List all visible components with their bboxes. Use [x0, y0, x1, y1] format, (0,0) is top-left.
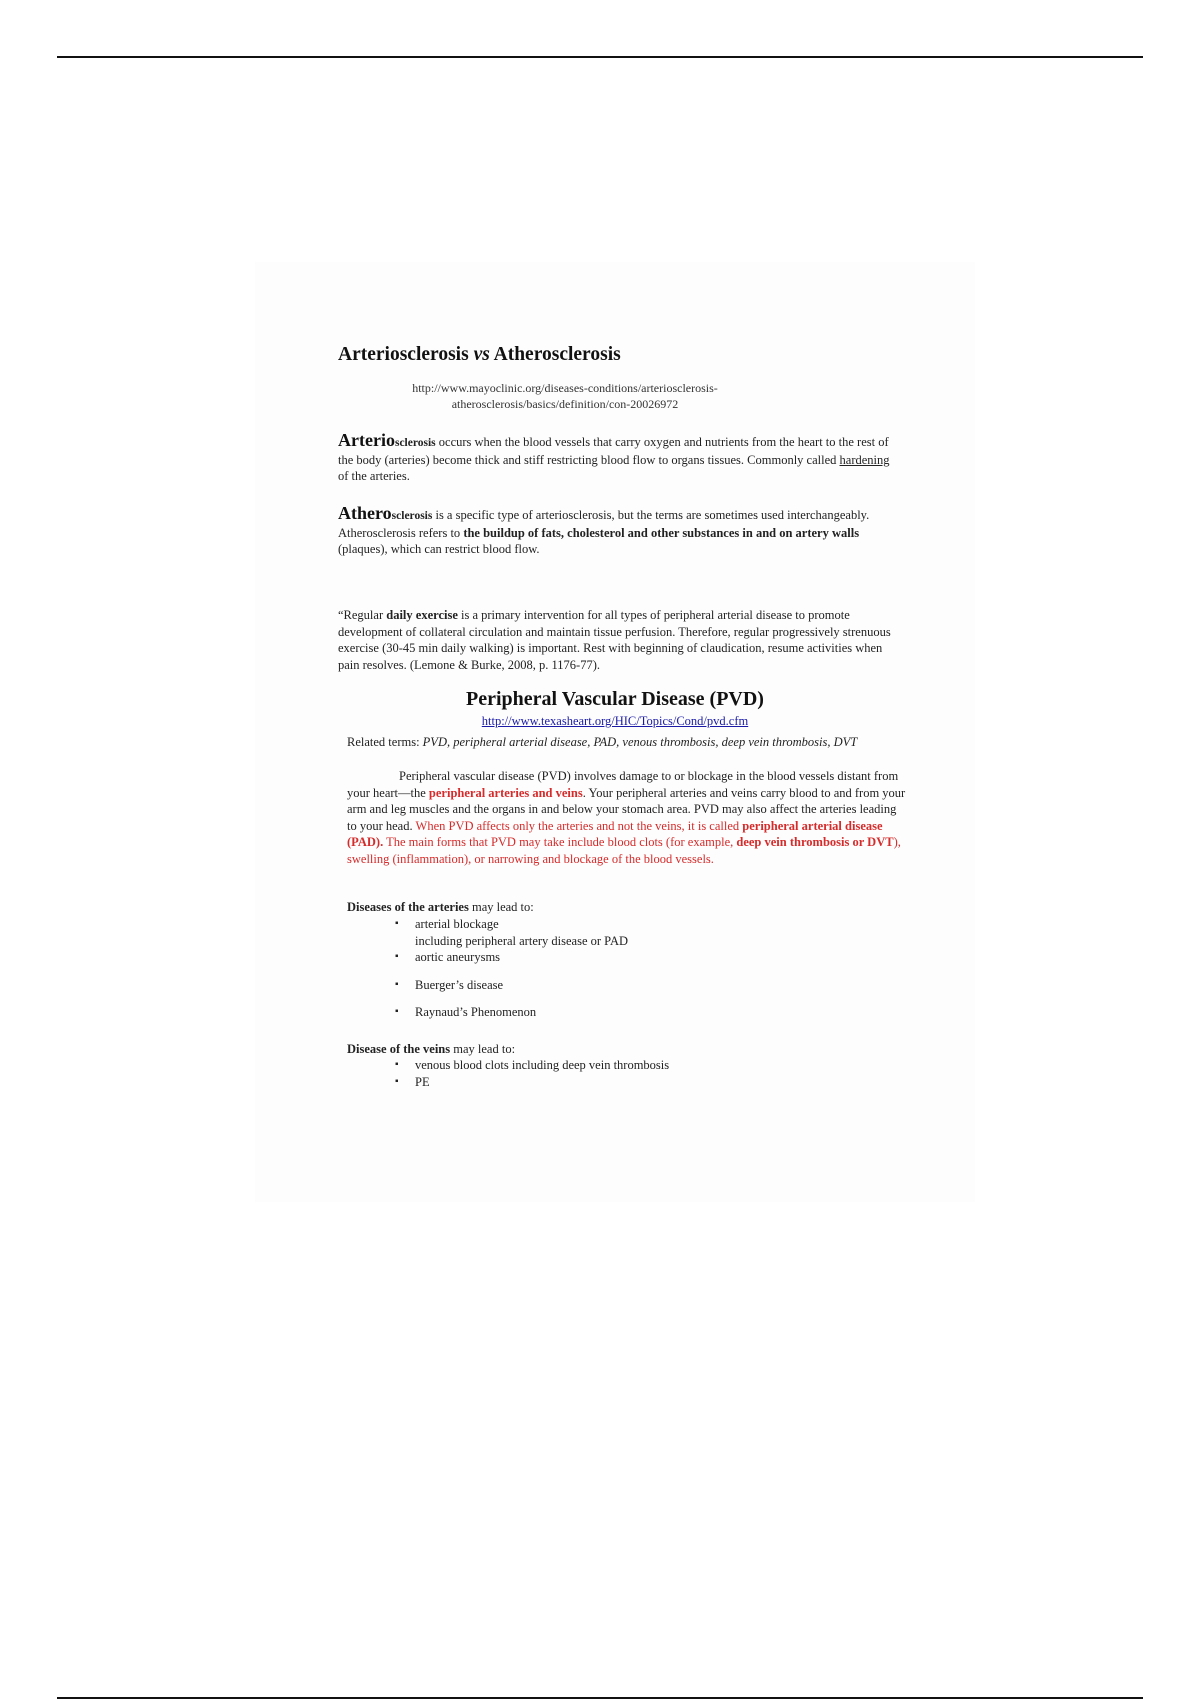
arteries-label: Diseases of the arteries may lead to:: [347, 900, 534, 914]
source-url[interactable]: http://www.mayoclinic.org/diseases-conditions/arteriosclerosis-atherosclerosis/basics/definition/con-20026972: [412, 381, 718, 411]
veins-label: Disease of the veins may lead to:: [347, 1042, 516, 1056]
list-item: ▪ PE: [395, 1074, 669, 1091]
list-item: including peripheral artery disease or PAD: [415, 933, 629, 948]
pvd-paragraph: Peripheral vascular disease (PVD) involves damage to or blockage in the blood vessels distant from your heart—the peripheral arteries and veins. Your peripheral arteries and veins carry blood to and from your arm and leg muscles and the organs in and below your stomach area. PVD may also affect the arteries leading to your head. When PVD affects only the arteries and not the veins, it is called peripheral arterial disease (PAD). The main forms that PVD may take include blood clots (for example, deep vein thrombosis or DVT), swelling (inflammation), or narrowing and blockage of the blood vessels.: [347, 769, 906, 866]
document-page: [255, 262, 975, 1202]
related-terms: Related terms: PVD, peripheral arterial disease, PAD, venous thrombosis, deep vein thrombosis, DVT: [347, 735, 858, 749]
list-item: ▪ Buerger’s disease: [395, 977, 628, 994]
top-rule: [57, 56, 1143, 58]
atherosclerosis-paragraph: Atherosclerosis is a specific type of arteriosclerosis, but the terms are sometimes used interchangeably. Atherosclerosis refers to the buildup of fats, cholesterol and other substances in and on artery walls (plaques), which can restrict blood flow.: [338, 503, 870, 556]
list-item: ▪ venous blood clots including deep vein thrombosis: [395, 1057, 669, 1074]
bottom-rule: [57, 1697, 1143, 1699]
page-title: Arteriosclerosis vs Atherosclerosis: [338, 344, 621, 365]
pvd-heading: Peripheral Vascular Disease (PVD): [466, 688, 764, 710]
veins-list: [395, 1057, 669, 1090]
list-item: ▪ Raynaud’s Phenomenon: [395, 1004, 628, 1021]
arteriosclerosis-paragraph: Arteriosclerosis occurs when the blood vessels that carry oxygen and nutrients from the heart to the rest of the body (arteries) become thick and stiff restricting blood flow to organs tissues. Commonly called hardening of the arteries.: [338, 430, 890, 483]
list-item: ▪ arterial blockage: [395, 916, 628, 933]
arteries-list: [395, 916, 628, 1021]
exercise-quote: “Regular daily exercise is a primary intervention for all types of peripheral arterial disease to promote development of collateral circulation and maintain tissue perfusion. Therefore, regular progressively strenuous exercise (30-45 min daily walking) is important. Rest with beginning of claudication, resume activities when pain resolves. (Lemone & Burke, 2008, p. 1176-77).: [338, 608, 891, 672]
pvd-link[interactable]: http://www.texasheart.org/HIC/Topics/Cond/pvd.cfm: [481, 714, 749, 728]
list-item: ▪ aortic aneurysms: [395, 949, 628, 966]
